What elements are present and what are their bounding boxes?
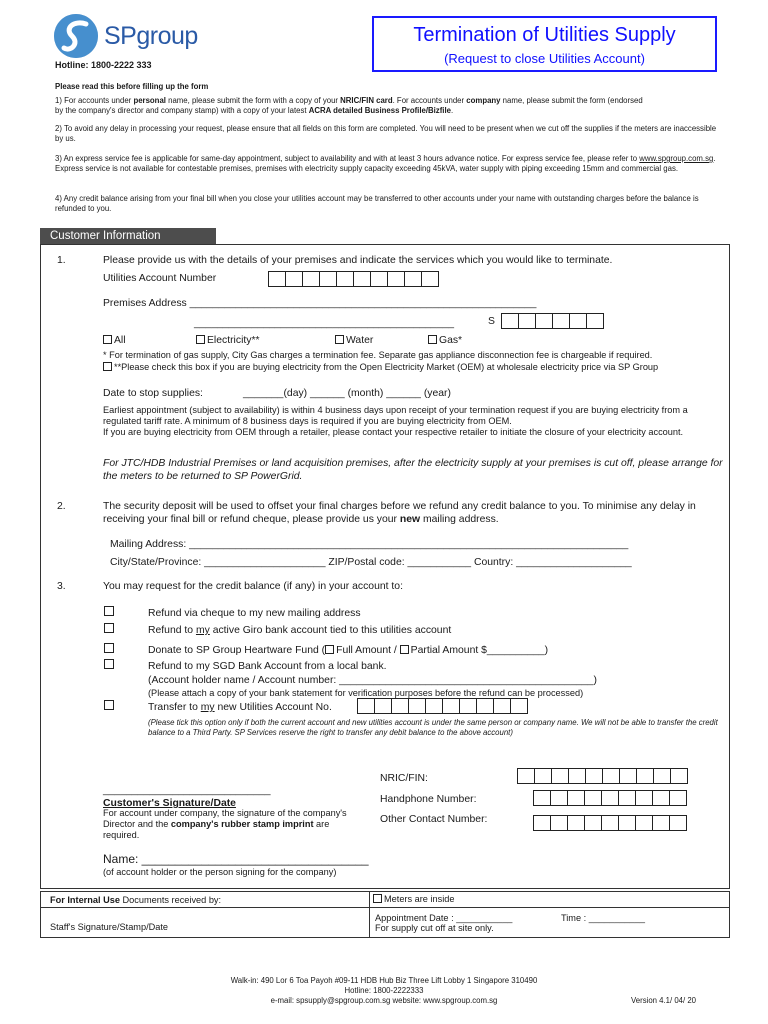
footer-address: Walk-in: 490 Lor 6 Toa Payoh #09-11 HDB Hub Biz Three Lift Lobby 1 Singapore 310490	[230, 976, 538, 985]
appointment-date-field[interactable]: Appointment Date : ___________	[375, 913, 513, 923]
earliest-appointment-note: Earliest appointment (subject to availability) is within 4 business days upon receipt of your termination request if you are buying electricity from a regulated tariff rate. A minimum of 8 business days is required if you are buying electricity from OEM.	[103, 405, 688, 426]
account-holder-field[interactable]: (Account holder name / Account number: ____________________________________________)	[148, 675, 597, 686]
meters-inside-option[interactable]: Meters are inside	[373, 894, 454, 905]
version-label: Version 4.1/ 04/ 20	[631, 996, 697, 1005]
refund-giro-checkbox[interactable]	[104, 623, 114, 633]
instruction-1: 1) For accounts under personal name, please submit the form with a copy of your NRIC/FIN card. For accounts under company name, please submit the form (endorsed by the company's director and company stamp) with a copy of your latest ACRA detailed Business Profile/Bizfile.	[55, 96, 643, 115]
mailing-address-field[interactable]: Mailing Address: ____________________________________________________________________________	[110, 539, 629, 550]
hotline: Hotline: 1800-2222 333	[55, 60, 152, 70]
signature-label: Customer's Signature/Date	[103, 798, 236, 809]
logo	[52, 12, 100, 60]
signature-note: For account under company, the signature of the company's Director and the company's rubber stamp imprint are required.	[103, 808, 347, 840]
handphone-label: Handphone Number:	[380, 794, 477, 805]
checkbox-icon[interactable]	[103, 362, 112, 371]
account-number-label: Utilities Account Number	[103, 273, 217, 284]
transfer-option: Transfer to my new Utilities Account No.	[148, 702, 332, 713]
refund-giro-option: Refund to my active Giro bank account tied to this utilities account	[148, 625, 452, 636]
retailer-note: If you are buying electricity from OEM through a retailer, please contact your respective retailer to initiate the closure of your electricity account.	[103, 427, 684, 437]
refund-cheque-checkbox[interactable]	[104, 606, 114, 616]
gas-note: * For termination of gas supply, City Gas charges a termination fee. Separate gas appliance disconnection fee is chargeable if required.	[103, 350, 653, 360]
refund-sgd-option: Refund to my SGD Bank Account from a local bank.	[148, 661, 387, 672]
sp-swirl-logo-icon	[52, 12, 100, 60]
checkbox-icon[interactable]	[325, 645, 334, 654]
stop-date-label: Date to stop supplies:	[103, 388, 203, 399]
account-number-field[interactable]	[268, 271, 438, 287]
instruction-4: 4) Any credit balance arising from your final bill when you close your utilities account may be transferred to other accounts under your name with outstanding charges before the balance is refunded to you.	[55, 194, 699, 213]
checkbox-icon[interactable]	[400, 645, 409, 654]
refund-sgd-checkbox[interactable]	[104, 659, 114, 669]
checkbox-icon[interactable]	[196, 335, 205, 344]
nric-label: NRIC/FIN:	[380, 773, 428, 784]
website-link[interactable]: www.spgroup.com.sg	[639, 154, 714, 163]
internal-use-label: For Internal Use Documents received by:	[50, 895, 222, 905]
internal-hdivider	[40, 907, 730, 908]
staff-signature-label: Staff's Signature/Stamp/Date	[50, 922, 169, 932]
brand-name: SPgroup	[104, 22, 198, 50]
footer-hotline: Hotline: 1800-2222333	[344, 986, 424, 995]
page-title: Termination of Utilities Supply	[413, 24, 676, 46]
service-option-gas[interactable]: Gas*	[428, 334, 462, 347]
service-option-water[interactable]: Water	[335, 334, 373, 347]
premises-address-field[interactable]: Premises Address ____________________________________________________________	[103, 298, 537, 309]
signature-line[interactable]: _____________________________	[103, 785, 271, 796]
q1-number: 1.	[57, 255, 66, 266]
q1-text: Please provide us with the details of your premises and indicate the services which you would like to terminate.	[103, 255, 613, 266]
q3-text: You may request for the credit balance (if any) in your account to:	[103, 581, 403, 592]
checkbox-icon[interactable]	[103, 335, 112, 344]
jtc-hdb-note: For JTC/HDB Industrial Premises or land acquisition premises, after the electricity supply at your premises is cut off, please arrange for the meters to be returned to SP PowerGrid.	[103, 458, 723, 482]
transfer-note: (Please tick this option only if both the current account and new utilities account is under the same person or company name. We will not be able to transfer the credit balance to a Third Party. SP Services reserve the right to transfer any debit balance to the above account)	[148, 718, 718, 737]
instruction-2: 2) To avoid any delay in processing your request, please ensure that all fields on this form are completed. You will need to be present when we cut off the supplies if the meters are inaccessible by us.	[55, 124, 717, 143]
donate-checkbox[interactable]	[104, 643, 114, 653]
checkbox-icon[interactable]	[373, 894, 382, 903]
oem-checkbox[interactable]: **Please check this box if you are buying electricity from the Open Electricity Market (OEM) at wholesale electricity price via SP Group	[103, 362, 723, 373]
instruction-3: 3) An express service fee is applicable for same-day appointment, subject to availability and with at least 3 hours advance notice. For express service fee, please refer to www.spgroup.com.sg. Express service is not available for contestable premises, premises with electricity supply capacity exceeding 45kVA, water supply with piping exceeding 15mm and commercial gas.	[55, 154, 716, 173]
title-box	[372, 16, 717, 72]
page-subtitle: (Request to close Utilities Account)	[444, 51, 645, 66]
service-option-all[interactable]: All	[103, 334, 126, 347]
q2-number: 2.	[57, 501, 66, 512]
checkbox-icon[interactable]	[428, 335, 437, 344]
city-zip-country-field[interactable]: City/State/Province: _____________________ ZIP/Postal code: ___________ Country: ____________________	[110, 557, 632, 568]
new-account-field[interactable]	[357, 698, 527, 714]
premises-address-line2[interactable]: _____________________________________________	[194, 318, 455, 329]
q2-text: The security deposit will be used to offset your final charges before we refund any credit balance to you. To minimise any delay in receiving your final bill or refund cheque, please provide us your new mailing address.	[103, 501, 696, 525]
footer-email-website: e-mail: spsupply@spgroup.com.sg website: www.spgroup.com.sg	[270, 996, 498, 1005]
transfer-checkbox[interactable]	[104, 700, 114, 710]
other-contact-label: Other Contact Number:	[380, 814, 488, 825]
instructions-heading: Please read this before filling up the form	[55, 82, 209, 91]
name-field[interactable]: Name: __________________________________	[103, 852, 369, 866]
stop-date-field[interactable]: _______(day) ______ (month) ______ (year)	[243, 388, 451, 399]
postal-code-field[interactable]	[501, 313, 603, 329]
donate-option: Donate to SP Group Heartware Fund ( Full Amount / Partial Amount $__________)	[148, 645, 549, 656]
service-option-electricity[interactable]: Electricity**	[196, 334, 260, 347]
handphone-field[interactable]	[533, 790, 686, 806]
bank-statement-note: (Please attach a copy of your bank statement for verification purposes before the refund can be processed)	[148, 688, 584, 698]
cutoff-note: For supply cut off at site only.	[375, 923, 494, 933]
section-tab-customer-information: Customer Information	[40, 228, 216, 244]
checkbox-icon[interactable]	[335, 335, 344, 344]
refund-cheque-option: Refund via cheque to my new mailing address	[148, 608, 361, 619]
q3-number: 3.	[57, 581, 66, 592]
other-contact-field[interactable]	[533, 815, 686, 831]
nric-field[interactable]	[517, 768, 687, 784]
internal-divider	[369, 891, 370, 938]
postal-code-label: S	[488, 316, 495, 327]
time-field[interactable]: Time : ___________	[561, 913, 645, 923]
name-note: (of account holder or the person signing for the company)	[103, 867, 337, 877]
